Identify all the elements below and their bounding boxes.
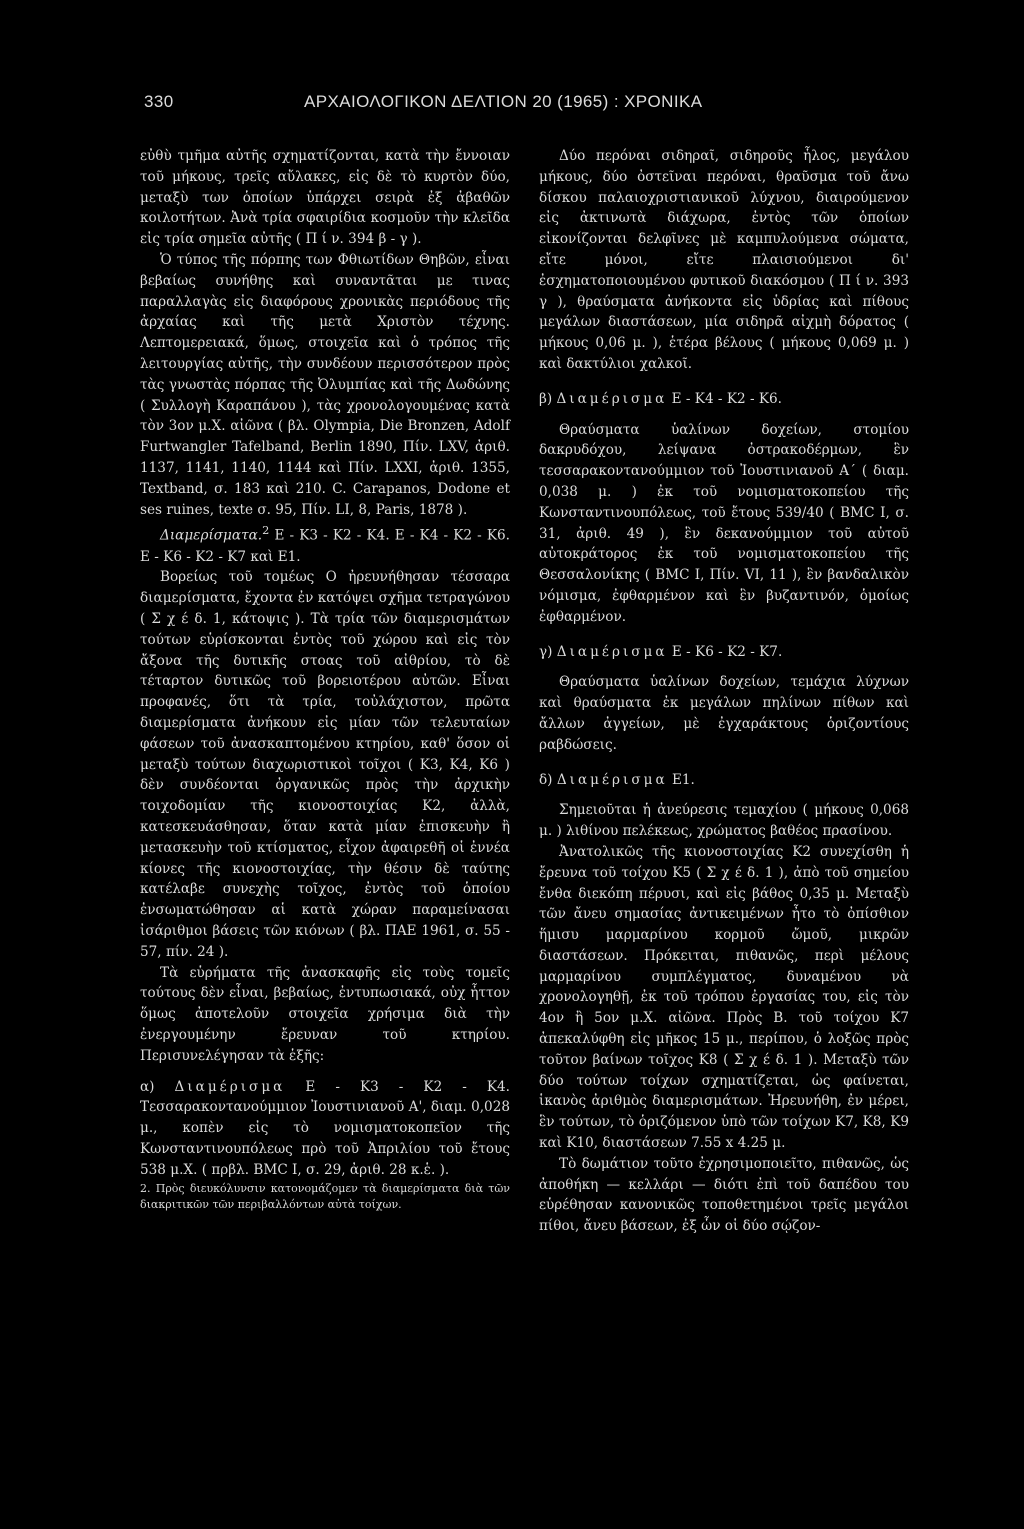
paragraph: εὐθὺ τμῆμα αὐτῆς σχηματίζονται, κατὰ τὴν ἔννοιαν τοῦ μήκους, τρεῖς αὔλακες, εἰς δὲ τὸ κυρτὸν δύο, μεταξὺ των ὁποίων ὑπάρχει σειρὰ ἐξ ἀβαθῶν κοιλοτήτων. Ἀνὰ τρία σφαιρίδια κοσμοῦν τὴν κλεῖδα εἰς τρία σημεῖα αὐτῆς ( Π ί ν. 394 β - γ ). <box>140 148 510 248</box>
paragraph: Τὸ δωμάτιον τοῦτο ἐχρησιμοποιεῖτο, πιθανῶς, ὡς ἀποθήκη — κελλάρι — διότι ἐπὶ τοῦ δαπέδου του εὑρέθησαν κανονικῶς τοποθετημένοι τρεῖς μεγάλοι πίθοι, ἄνευ βάσεων, ἐξ ὧν οἱ δύο σῴζον- <box>539 1155 909 1235</box>
footnote-marker: 2 <box>262 523 270 538</box>
compartments-list: Ε - Κ3 - Κ2 - Κ4. Ε - Κ4 - Κ2 - Κ6. Ε - Κ6 - Κ2 - Κ7 καὶ Ε1. <box>140 527 510 565</box>
section-c-prefix: γ) <box>539 643 557 660</box>
section-c-text: Ε - Κ6 - Κ2 - Κ7. <box>667 643 783 660</box>
paragraph: Βορείως τοῦ τομέως Ο ἠρευνήθησαν τέσσαρα διαμερίσματα, ἔχοντα ἐν κατόψει σχῆμα τετραγώνου ( Σ χ έ δ. 1, κάτοψις ). Τὰ τρία τῶν διαμερισμάτων τούτων εὑρίσκονται ἐντὸς τοῦ χώρου καὶ εἰς τὸν ἄξονα τῆς δυτικῆς στοας τοῦ αἰθρίου, τὸ δὲ τέταρτον δυτικῶς τοῦ βορειοτέρου αὐτῶν. Εἶναι προφανές, ὅτι τὰ τρία, τοὐλάχιστον, πρῶτα διαμερίσματα ἀνήκουν εἰς μίαν τῶν τελευταίων φάσεων τοῦ ἀνασκαπτομένου κτηρίου, καθ' ὅσον οἱ μεταξὺ τούτων διαχωριστικοὶ τοῖχοι ( Κ3, Κ4, Κ6 ) δὲν συνδέονται ὀργανικῶς πρὸς τὴν ἀρχικὴν τοιχοδομίαν τῆς κιονοστοιχίας Κ2, ἀλλὰ, κατεσκευάσθησαν, ὅταν κατὰ μίαν ἐπισκευὴν ἢ μετασκευὴν τοῦ κτίσματος, εἶχον ἀφαιρεθῆ οἱ ἐννέα κίονες τῆς κιονοστοιχίας, τὴν θέσιν δὲ ταύτης κατέλαβε συνεχὴς τοῖχος, ἐντὸς τοῦ ὁποίου ἐνσωματώθησαν αἱ κατὰ χώραν παραμείνασαι ἰσάριθμοι βάσεις τῶν κιόνων ( βλ. ΠΑΕ 1961, σ. 55 - 57, πίν. 24 ). <box>140 569 510 960</box>
paragraph: Τὰ εὑρήματα τῆς ἀνασκαφῆς εἰς τοὺς τομεῖς τούτους δὲν εἶναι, βεβαίως, ἐντυπωσιακά, οὐχ ἧττον ὅμως ἀποτελοῦν στοιχεῖα χρήσιμα διὰ τὴν ἐνεργουμένην ἔρευναν τοῦ κτηρίου. Περισυνελέγησαν τὰ ἑξῆς: <box>140 964 510 1064</box>
left-column <box>140 146 510 1213</box>
paragraph: Ἀνατολικῶς τῆς κιονοστοιχίας Κ2 συνεχίσθη ἡ ἔρευνα τοῦ τοίχου Κ5 ( Σ χ έ δ. 1 ), ἀπὸ τοῦ σημείου ἔνθα διεκόπη πέρυσι, καὶ εἰς βάθος 0,35 μ. Μεταξὺ τῶν ἄνευ σημασίας ἀντικειμένων ἦτο τὸ ὀπίσθιον ἥμισυ μαρμαρίνου κορμοῦ ὤμοῦ, μικρῶν διαστάσεων. Πρόκειται, πιθανῶς, περὶ μέλους μαρμαρίνου συμπλέγματος, δυναμένου νὰ χρονολογηθῇ, ἐκ τοῦ τρόπου ἐργασίας του, εἰς τὸν 4ον ἢ 5ον μ.Χ. αἰῶνα. Πρὸς Β. τοῦ τοίχου Κ7 ἀπεκαλύφθη εἰς μῆκος 15 μ., περίπου, ὁ λοξῶς πρὸς τοῦτον βαίνων τοῖχος Κ8 ( Σ χ έ δ. 1 ). Μεταξὺ τῶν δύο τούτων τοίχων σχηματίζεται, ὡς φαίνεται, ἱκανὸς ἀριθμὸς διαμερισμάτων. Ἠρευνήθη, ἐν μέρει, ἓν τούτων, τὸ ὁριζόμενον ὑπὸ τῶν τοίχων Κ7, Κ8, Κ9 καὶ Κ10, διαστάσεων 7.55 x 4.25 μ. <box>539 843 909 1152</box>
section-a-text: Ε - Κ3 - Κ2 - Κ4. Τεσσαρακοντανούμμιον Ἰουστινιανοῦ Α', διαμ. 0,028 μ., κοπὲν εἰς τὸ νομισματοκοπεῖον τῆς Κωνσταντινουπόλεως πρὸ τοῦ Ἀπριλίου τοῦ ἔτους 538 μ.Χ. ( πρβλ. BMC I, σ. 29, ἀριθ. 28 κ.ἑ. ). <box>140 1078 510 1178</box>
running-head <box>144 86 880 116</box>
paragraph: Σημειοῦται ἡ ἀνεύρεσις τεμαχίου ( μήκους 0,068 μ. ) λιθίνου πελέκεως, χρώματος βαθέος πρασίνου. <box>539 802 909 840</box>
paragraph: Θραύσματα ὑαλίνων δοχείων, στομίου δακρυδόχου, λείψανα ὀστρακοδέρμων, ἓν τεσσαρακοντανούμμιον τοῦ Ἰουστινιανοῦ Α΄ ( διαμ. 0,038 μ. ) ἐκ τοῦ νομισματοκοπείου τῆς Κωνσταντινουπόλεως, τοῦ ἔτους 539/40 ( BMC I, σ. 31, ἀριθ. 49 ), ἓν δεκανούμμιον τοῦ αὐτοῦ αὐτοκράτορος ἐκ τοῦ νομισματοκοπείου τῆς Θεσσαλονίκης ( BMC I, Πίν. VI, 11 ), ἓν βανδαλικὸν νόμισμα, ἐφθαρμένον καὶ ἓν βυζαντινόν, ὁμοίως ἐφθαρμένον. <box>539 421 909 625</box>
paragraph: Ὁ τύπος τῆς πόρπης των Φθιωτίδων Θηβῶν, εἶναι βεβαίως συνήθης καὶ συναντᾶται με τινας παραλλαγὰς εἰς διαφόρους χρονικὰς περιόδους τῆς ἀρχαίας καὶ τῆς μετὰ Χριστὸν τέχνης. Λεπτομερειακά, ὅμως, στοιχεῖα καὶ ὁ τρόπος τῆς λειτουργίας αὐτῆς, τὴν συνδέουν περισσότερον πρὸς τὰς γνωστὰς πόρπας τῆς Ὀλυμπίας καὶ τῆς Δωδώνης ( Συλλογὴ Καραπάνου ), τὰς χρονολογουμένας κατὰ τὸν 3ον μ.Χ. αἰῶνα ( βλ. Olympia, Die Bronzen, Adolf Furtwangler Tafelband, Berlin 1890, Πίν. LXV, ἀριθ. 1137, 1141, 1140, 1144 καὶ Πίν. LXXI, ἀριθ. 1355, Textband, σ. 183 καὶ 210. C. Carapanos, Dodone et ses ruines, texte σ. 95, Πίν. LI, 8, Paris, 1878 ). <box>140 251 510 518</box>
section-a-paragraph <box>140 1077 510 1181</box>
section-d-heading <box>539 770 909 791</box>
page-number: 330 <box>144 92 174 111</box>
section-a-label: Διαμέρισμα <box>174 1078 286 1095</box>
right-column <box>539 146 909 1237</box>
section-b-heading <box>539 389 909 410</box>
section-d-text: Ε1. <box>667 771 695 788</box>
section-b-text: Ε - Κ4 - Κ2 - Κ6. <box>667 390 782 407</box>
journal-title: ΑΡΧΑΙΟΛΟΓΙΚΟΝ ΔΕΛΤΙΟΝ 20 (1965) : ΧΡΟΝΙΚΑ <box>304 92 703 111</box>
paragraph: Δύο περόναι σιδηραῖ, σιδηροῦς ἧλος, μεγάλου μήκους, δύο ὀστεῖναι περόναι, θραῦσμα τοῦ ἄνω δίσκου παλαιοχριστιανικοῦ λύχνου, διαιρούμενον εἰς ἀκτινωτὰ διάχωρα, ἐντὸς τῶν ὁποίων εἰκονίζονται δελφῖνες μὲ καμπυλούμενα σώματα, εἴτε μόνοι, εἴτε πλαισιούμενοι δι' ἐσχηματοποιουμένου φυτικοῦ διακόσμου ( Π ί ν. 393 γ ), θραύσματα ἀνήκοντα εἰς ὑδρίας καὶ πίθους μεγάλων διαστάσεων, μία σιδηρᾶ αἰχμὴ δόρατος ( μήκους 0,06 μ. ), ἑτέρα βέλους ( μήκους 0,069 μ. ) καὶ δακτύλιοι χαλκοῖ. <box>539 148 909 372</box>
section-d-prefix: δ) <box>539 771 557 788</box>
section-b-prefix: β) <box>539 390 557 407</box>
paragraph: Θραύσματα ὑαλίνων δοχείων, τεμάχια λύχνων καὶ θραύσματα ἐκ μεγάλων πηλίνων πίθων καὶ ἄλλων ἀγγείων, μὲ ἐγχαράκτους ὁριζοντίους ραβδώσεις. <box>539 674 909 753</box>
section-c-label: Διαμέρισμα <box>556 643 668 660</box>
compartments-paragraph <box>140 520 510 567</box>
section-c-heading <box>539 642 909 663</box>
footnote: 2. Πρὸς διευκόλυνσιν κατονομάζομεν τὰ διαμερίσματα διὰ τῶν διακριτικῶν τῶν περιβαλλόντων αὐτὰ τοίχων. <box>140 1181 510 1211</box>
compartments-heading: Διαμερίσματα. <box>160 527 263 544</box>
section-b-label: Διαμέρισμα <box>556 390 668 407</box>
section-d-label: Διαμέρισμα <box>556 771 668 788</box>
section-a-prefix: α) <box>140 1078 175 1095</box>
